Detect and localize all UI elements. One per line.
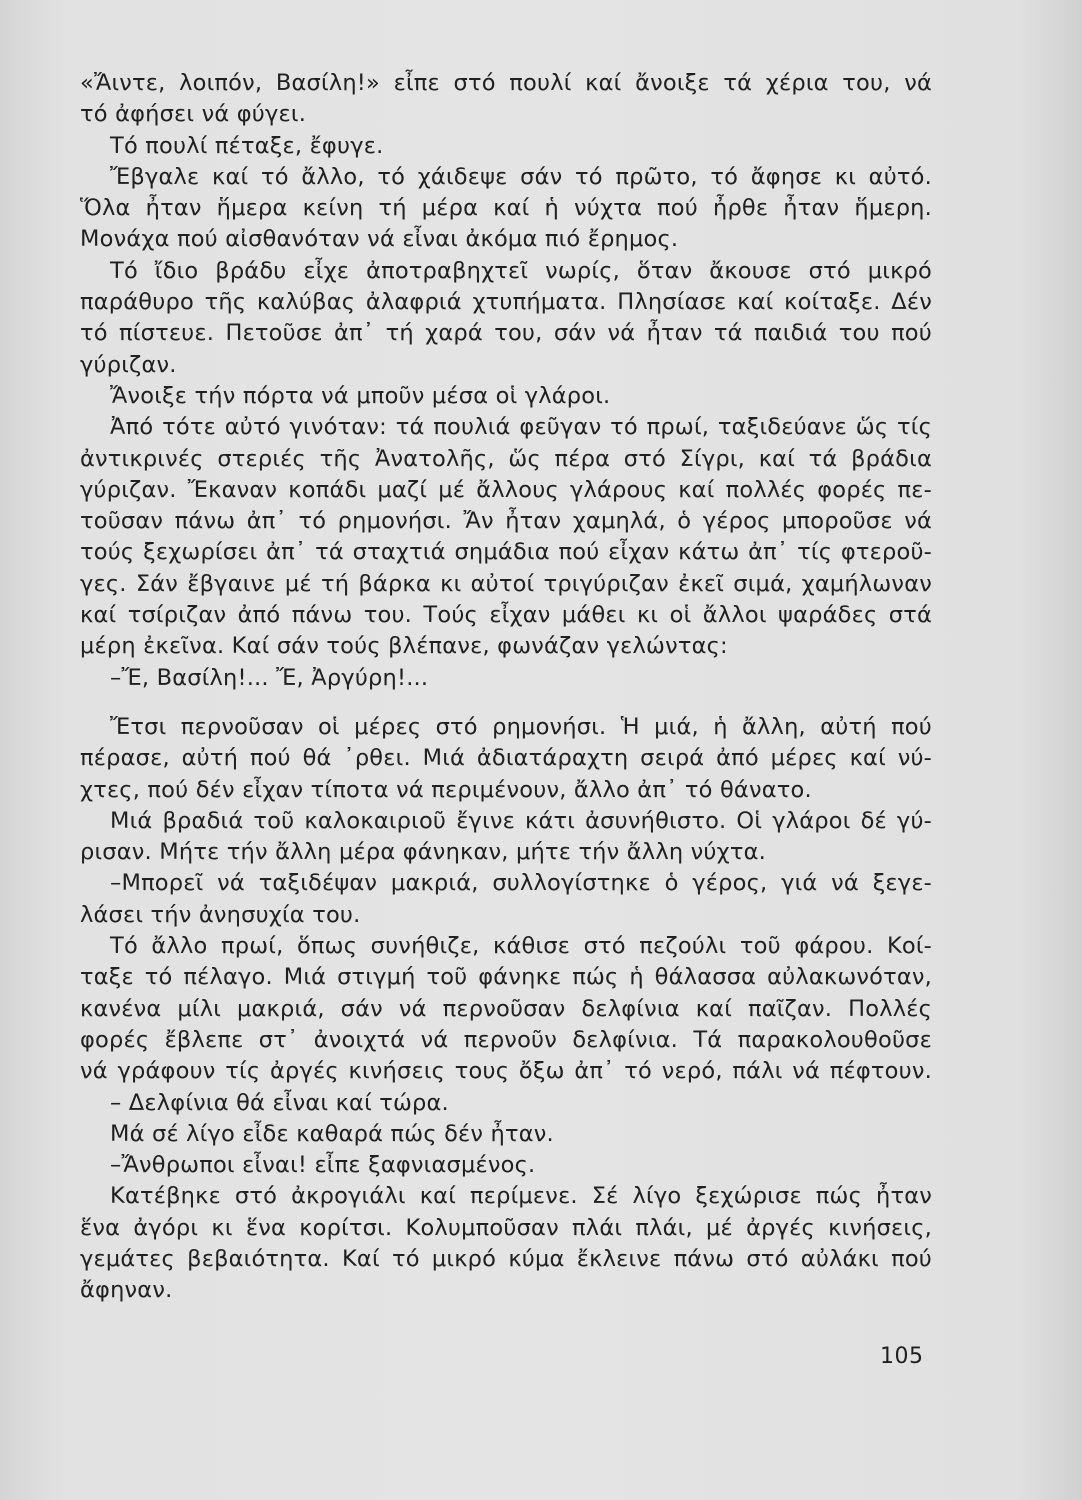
text-line: τό πίστευε. Πετοῦσε ἀπ᾽ τή χαρά του, σάν νά ἦταν τά παιδιά του πού: [80, 320, 932, 347]
dialogue-line: –Μπορεῖ νά ταξιδέψαν μακριά, συλλογίστηκε ὁ γέρος, γιά νά ξεγε-: [110, 870, 932, 897]
text-line: Ἔβγαλε καί τό ἄλλο, τό χάιδεψε σάν τό πρῶτο, τό ἄφησε κι αὐτό.: [110, 163, 932, 190]
text-line: Τό ἄλλο πρωί, ὅπως συνήθιζε, κάθισε στό πεζούλι τοῦ φάρου. Κοί-: [110, 933, 932, 960]
text-line: λάσει τήν ἀνησυχία του.: [80, 901, 361, 928]
text-line: Μιά βραδιά τοῦ καλοκαιριοῦ ἔγινε κάτι ἀσυνήθιστο. Οἱ γλάροι δέ γύ-: [110, 807, 932, 834]
text-line: «Ἄιντε, λοιπόν, Βασίλη!» εἶπε στό πουλί καί ἄνοιξε τά χέρια του, νά: [80, 70, 932, 96]
text-line: τούς ξεχωρίσει ἀπ᾽ τά σταχτιά σημάδια πού εἶχαν κάτω ἀπ᾽ τίς φτεροῦ-: [80, 539, 932, 566]
text-line: Τό ἴδιο βράδυ εἶχε ἀποτραβηχτεῖ νωρίς, ὅταν ἄκουσε στό μικρό: [110, 257, 932, 284]
text-line: ρισαν. Μήτε τήν ἄλλη μέρα φάνηκαν, μήτε τήν ἄλλη νύχτα.: [80, 839, 766, 866]
text-line: Ἄνοιξε τήν πόρτα νά μποῦν μέσα οἱ γλάροι.: [110, 382, 611, 409]
text-line: ταξε τό πέλαγο. Μιά στιγμή τοῦ φάνηκε πώς ἡ θάλασσα αὐλακωνόταν,: [80, 964, 932, 991]
body-text: [80, 68, 932, 1307]
text-line: νά γράφουν τίς ἀργές κινήσεις τους ὄξω ἀπ᾽ τό νερό, πάλι νά πέφτουν.: [80, 1058, 932, 1085]
text-line: Τό πουλί πέταξε, ἔφυγε.: [110, 132, 384, 159]
text-line: γύριζαν. Ἔκαναν κοπάδι μαζί μέ ἄλλους γλάρους καί πολλές φορές πε-: [80, 476, 932, 503]
text-line: κανένα μίλι μακριά, σάν νά περνοῦσαν δελφίνια καί παῖζαν. Πολλές: [80, 995, 932, 1022]
section-gap: [80, 694, 932, 712]
text-line: φορές ἔβλεπε στ᾽ ἀνοιχτά νά περνοῦν δελφίνια. Τά παρακολουθοῦσε: [80, 1026, 932, 1053]
text-line: γες. Σάν ἔβγαινε μέ τή βάρκα κι αὐτοί τριγύριζαν ἐκεῖ σιμά, χαμήλωναν: [80, 570, 932, 597]
text-line: Μά σέ λίγο εἶδε καθαρά πώς δέν ἦταν.: [110, 1120, 554, 1147]
text-line: μέρη ἐκεῖνα. Καί σάν τούς βλέπανε, φωνάζαν γελώντας:: [80, 633, 728, 660]
text-line: τοῦσαν πάνω ἀπ᾽ τό ρημονήσι. Ἄν ἦταν χαμηλά, ὁ γέρος μποροῦσε νά: [80, 508, 932, 535]
text-line: ἕνα ἀγόρι κι ἕνα κορίτσι. Κολυμποῦσαν πλάι πλάι, μέ ἀργές κινήσεις,: [80, 1214, 932, 1241]
text-line: ἄφηναν.: [80, 1277, 173, 1304]
text-line: Ἔτσι περνοῦσαν οἱ μέρες στό ρημονήσι. Ἡ μιά, ἡ ἄλλη, αὐτή πού: [110, 713, 932, 740]
text-line: Κατέβηκε στό ἀκρογιάλι καί περίμενε. Σέ λίγο ξεχώρισε πώς ἦταν: [110, 1183, 932, 1210]
text-line: ἀντικρινές στεριές τῆς Ἀνατολῆς, ὥς πέρα στό Σίγρι, καί τά βράδια: [80, 445, 932, 472]
page-number: 105: [880, 1344, 924, 1369]
dialogue-line: –Ἄνθρωποι εἶναι! εἶπε ξαφνιασμένος.: [110, 1152, 536, 1179]
text-line: καί τσίριζαν ἀπό πάνω του. Τούς εἶχαν μάθει κι οἱ ἄλλοι ψαράδες στά: [80, 602, 932, 629]
text-line: Ὅλα ἦταν ἥμερα κείνη τή μέρα καί ἡ νύχτα πού ἦρθε ἦταν ἥμερη.: [80, 195, 932, 222]
text-line: γύριζαν.: [80, 351, 177, 378]
text-line: παράθυρο τῆς καλύβας ἀλαφριά χτυπήματα. Πλησίασε καί κοίταξε. Δέν: [80, 289, 932, 316]
dialogue-line: –Ἔ, Βασίλη!... Ἔ, Ἀργύρη!...: [110, 664, 429, 691]
dialogue-line: – Δελφίνια θά εἶναι καί τώρα.: [110, 1089, 449, 1116]
text-line: γεμάτες βεβαιότητα. Καί τό μικρό κύμα ἔκλεινε πάνω στό αὐλάκι πού: [80, 1245, 932, 1272]
text-line: τό ἀφήσει νά φύγει.: [80, 101, 307, 128]
text-line: χτες, πού δέν εἶχαν τίποτα νά περιμένουν, ἄλλο ἀπ᾽ τό θάνατο.: [80, 776, 812, 803]
text-line: πέρασε, αὐτή πού θά ᾽ρθει. Μιά ἀδιατάραχτη σειρά ἀπό μέρες καί νύ-: [80, 745, 932, 772]
text-line: Μονάχα πού αἰσθανόταν νά εἶναι ἀκόμα πιό ἔρημος.: [80, 226, 679, 253]
text-line: Ἀπό τότε αὐτό γινόταν: τά πουλιά φεῦγαν τό πρωί, ταξιδεύανε ὥς τίς: [110, 414, 932, 441]
